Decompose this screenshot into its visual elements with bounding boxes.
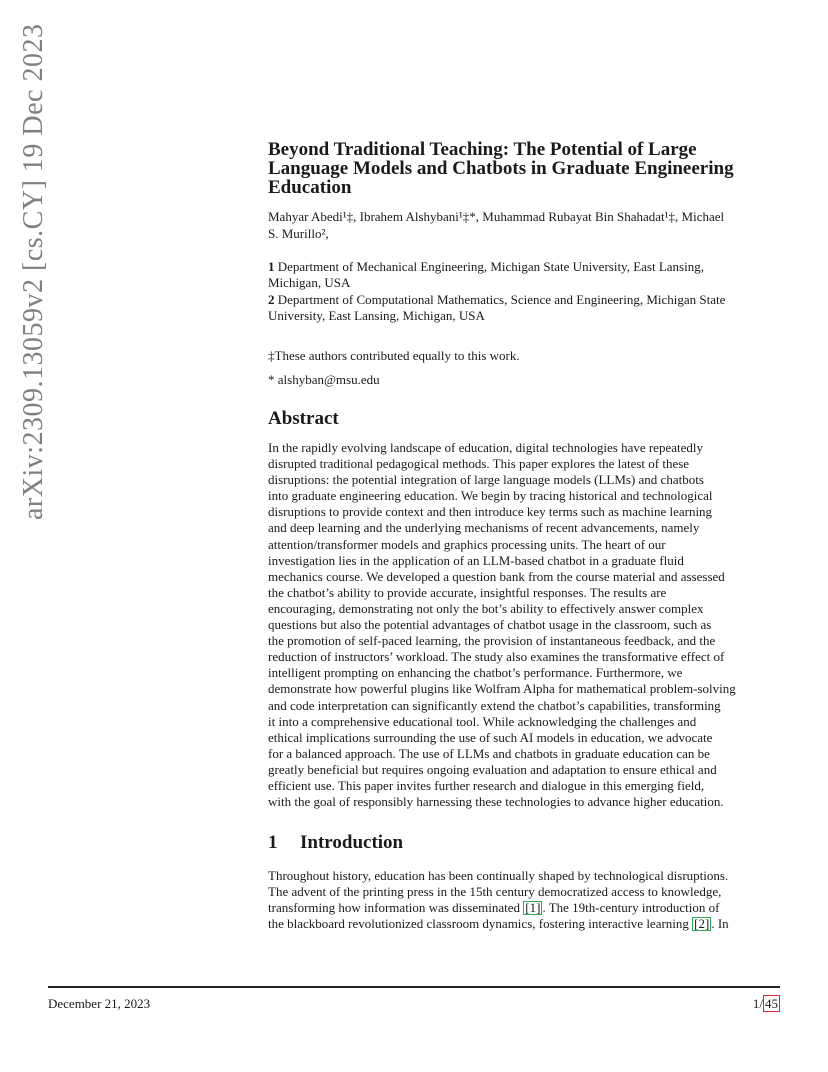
text-line: Throughout history, education has been continually shaped by technological disruptions. [268,868,729,884]
affiliation-text: Department of Computational Mathematics, Science and Engineering, Michigan State [277,292,726,307]
text-line: The advent of the printing press in the 15th century democratized access to knowledge, [268,884,722,900]
abstract-line: ethical implications surrounding the use of such AI models in education, we advocate [268,729,713,745]
abstract-body [268,440,782,810]
paper-body [268,140,782,933]
affiliation-text: Department of Mechanical Engineering, Michigan State University, East Lansing, [277,259,704,274]
abstract-line: it into a comprehensive educational tool. While acknowledging the challenges and [268,713,697,729]
abstract-line: intelligent prompting on enhancing the chatbot’s performance. Furthermore, we [268,665,683,681]
arxiv-side-stamp: arXiv:2309.13059v2 [cs.CY] 19 Dec 2023 [18,23,49,520]
affiliation-text: Michigan, USA [268,275,351,290]
author-line: S. Murillo², [268,226,329,241]
citation-link[interactable]: [2] [694,916,710,932]
footer-rule [48,986,780,988]
abstract-line: attention/transformer models and graphics processing units. The heart of our [268,536,666,552]
title-line: Beyond Traditional Teaching: The Potential of Large [268,139,697,160]
text-line [268,916,782,932]
abstract-line: with the goal of responsibly harnessing these technologies to advance higher education. [268,794,724,810]
abstract-line: mechanics course. We developed a question bank from the course material and assessed [268,568,725,584]
equal-contribution-note: ‡These authors contributed equally to this work. [268,348,520,363]
abstract-line: disruptions: the potential integration of large language models (LLMs) and chatbots [268,472,704,488]
introduction-text [268,868,782,932]
abstract-line: the promotion of self-paced learning, the provision of instantaneous feedback, and the [268,633,716,649]
abstract-line: and code interpretation can significantly extend the chatbot’s capabilities, transforming [268,697,721,713]
abstract-line: the chatbot’s ability to provide accurate, insightful responses. The results are [268,584,667,600]
abstract-line: disrupted traditional pedagogical methods. This paper explores the latest of these [268,456,690,472]
abstract-line: investigation lies in the application of an LLM-based chatbot in a graduate fluid [268,552,684,568]
corresponding-email: * alshyban@msu.edu [268,372,380,387]
abstract-line: and deep learning and the underlying mechanisms of recent advancements, namely [268,520,700,536]
affiliation-number: 2 [268,292,275,307]
section-number: 1 [268,832,278,854]
abstract-line: greatly beneficial but requires ongoing evaluation and adaptation to ensure ethical and [268,761,717,777]
affiliations [268,259,782,324]
total-pages-link[interactable]: 45 [765,996,778,1011]
citation-link[interactable]: [1] [525,900,541,916]
section-title: Introduction [300,832,404,854]
title-line: Education [268,177,352,198]
abstract-line: reduction of instructors’ workload. The study also examines the transformative effect of [268,649,725,665]
text-fragment: transforming how information was disseminated [268,900,524,916]
abstract-line: demonstrate how powerful plugins like Wolfram Alpha for mathematical problem-solving [268,681,736,697]
title-line: Language Models and Chatbots in Graduate Engineering [268,158,734,179]
affiliation-text: University, East Lansing, Michigan, USA [268,308,485,323]
abstract-line: questions but also the potential advantages of chatbot usage in the classroom, such as [268,617,712,633]
abstract-line: for a balanced approach. The use of LLMs and chatbots in graduate education can be [268,745,710,761]
footer-date: December 21, 2023 [48,996,151,1011]
author-line: Mahyar Abedi¹‡, Ibrahem Alshybani¹‡*, Muhammad Rubayat Bin Shahadat¹‡, Michael [268,209,725,224]
page-current: 1/ [752,996,763,1011]
affiliation-2 [268,292,782,324]
text-fragment: . The 19th-century introduction of [542,900,720,916]
text-line [268,900,782,916]
section-heading [268,832,782,854]
affiliation-1 [268,259,782,291]
abstract-line: In the rapidly evolving landscape of education, digital technologies have repeatedly [268,440,703,455]
paper-title [268,140,782,197]
text-fragment: the blackboard revolutionized classroom dynamics, fostering interactive learning [268,916,693,932]
abstract-heading: Abstract [268,408,339,429]
abstract-line: efficient use. This paper invites further research and dialogue in this emerging field, [268,777,705,793]
text-fragment: . In [711,916,729,932]
affiliation-number: 1 [268,259,275,274]
abstract-line: disruptions to provide context and then introduce key terms such as machine learning [268,504,713,520]
abstract-line: into graduate engineering education. We begin by tracing historical and technological [268,488,713,504]
abstract-line: encouraging, demonstrating not only the bot’s ability to effectively answer complex [268,600,704,616]
author-list [268,208,782,242]
page-number [753,996,780,1012]
